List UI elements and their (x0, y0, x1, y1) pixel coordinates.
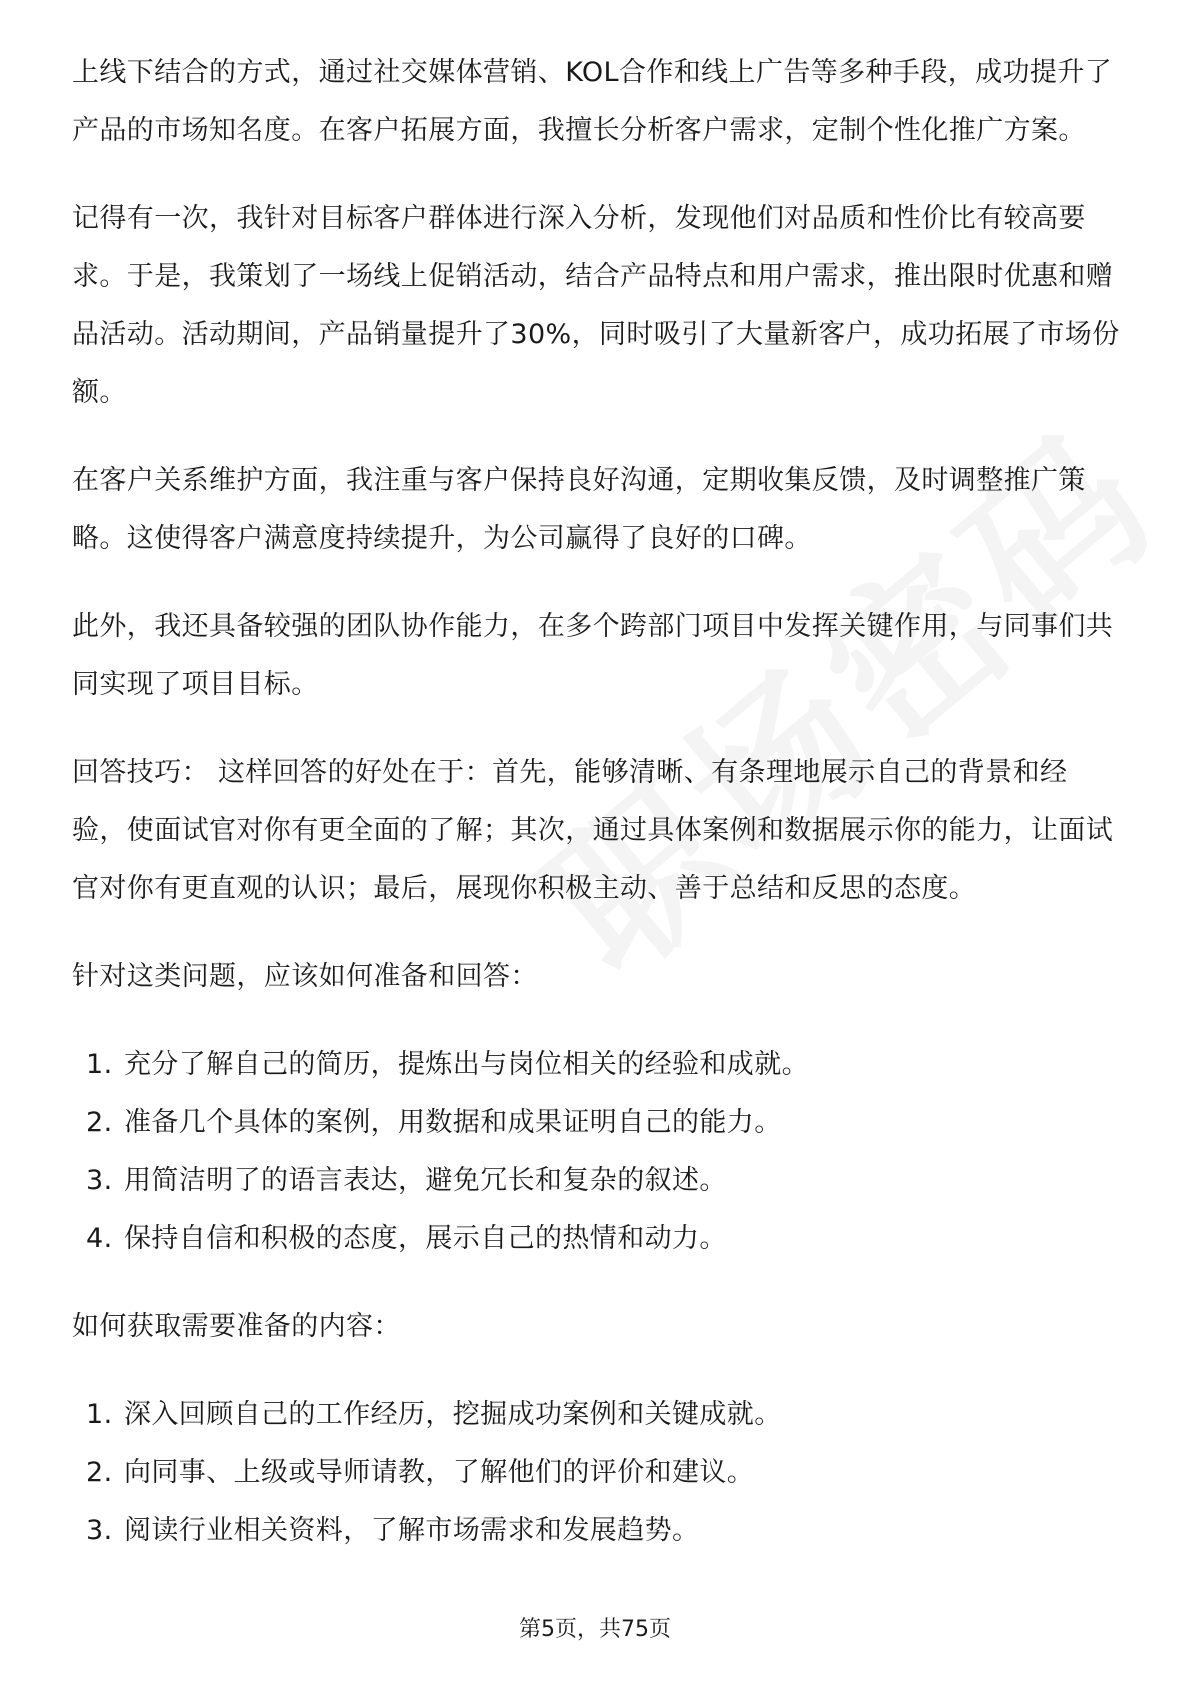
list-item-text: 用简洁明了的语言表达，避免冗长和复杂的叙述。 (124, 1165, 727, 1196)
list-number: 1. (86, 1049, 113, 1080)
section-heading-prepare: 针对这类问题，应该如何准备和回答： (72, 961, 538, 992)
page-number: 第5页，共75页 (519, 1617, 671, 1642)
paragraph-teamwork: 此外，我还具备较强的团队协作能力，在多个跨部门项目中发挥关键作用，与同事们共同实现了项目目标。 (72, 611, 1114, 700)
paragraph-case-study: 记得有一次，我针对目标客户群体进行深入分析，发现他们对品质和性价比有较高要求。于是，我策划了一场线上促销活动，结合产品特点和用户需求，推出限时优惠和赠品活动。活动期间，产品销量提升了30%，同时吸引了大量新客户，成功拓展了市场份额。 (72, 203, 1120, 408)
paragraph-customer-relations: 在客户关系维护方面，我注重与客户保持良好沟通，定期收集反馈，及时调整推广策略。这使得客户满意度持续提升，为公司赢得了良好的口碑。 (72, 465, 1086, 554)
list-item (72, 1152, 1122, 1210)
list-item (72, 1094, 1122, 1152)
list-item (72, 1036, 1122, 1094)
paragraph-intro: 上线下结合的方式，通过社交媒体营销、KOL合作和线上广告等多种手段，成功提升了产品的市场知名度。在客户拓展方面，我擅长分析客户需求，定制个性化推广方案。 (72, 57, 1113, 146)
list-number: 1. (86, 1399, 113, 1430)
list-item-text: 充分了解自己的简历，提炼出与岗位相关的经验和成就。 (124, 1049, 809, 1080)
list-item-text: 准备几个具体的案例，用数据和成果证明自己的能力。 (124, 1107, 782, 1138)
list-number: 3. (86, 1515, 113, 1546)
paragraph-answer-tips: 回答技巧： 这样回答的好处在于：首先，能够清晰、有条理地展示自己的背景和经验，使面试官对你有更全面的了解；其次，通过具体案例和数据展示你的能力，让面试官对你有更直观的认识；最后，展现你积极主动、善于总结和反思的态度。 (72, 757, 1114, 904)
list-item-text: 深入回顾自己的工作经历，挖掘成功案例和关键成就。 (124, 1399, 782, 1430)
sources-list (72, 1386, 1122, 1560)
list-item (72, 1502, 1122, 1560)
list-number: 3. (86, 1165, 113, 1196)
list-item (72, 1444, 1122, 1502)
list-item-text: 向同事、上级或导师请教，了解他们的评价和建议。 (124, 1457, 755, 1488)
section-heading-sources: 如何获取需要准备的内容： (72, 1311, 401, 1342)
list-number: 2. (86, 1457, 113, 1488)
list-item (72, 1386, 1122, 1444)
list-item-text: 保持自信和积极的态度，展示自己的热情和动力。 (124, 1223, 727, 1254)
list-number: 2. (86, 1107, 113, 1138)
list-number: 4. (86, 1223, 113, 1254)
document-body (72, 44, 1122, 1590)
prepare-list (72, 1036, 1122, 1268)
list-item (72, 1210, 1122, 1268)
list-item-text: 阅读行业相关资料，了解市场需求和发展趋势。 (124, 1515, 700, 1546)
